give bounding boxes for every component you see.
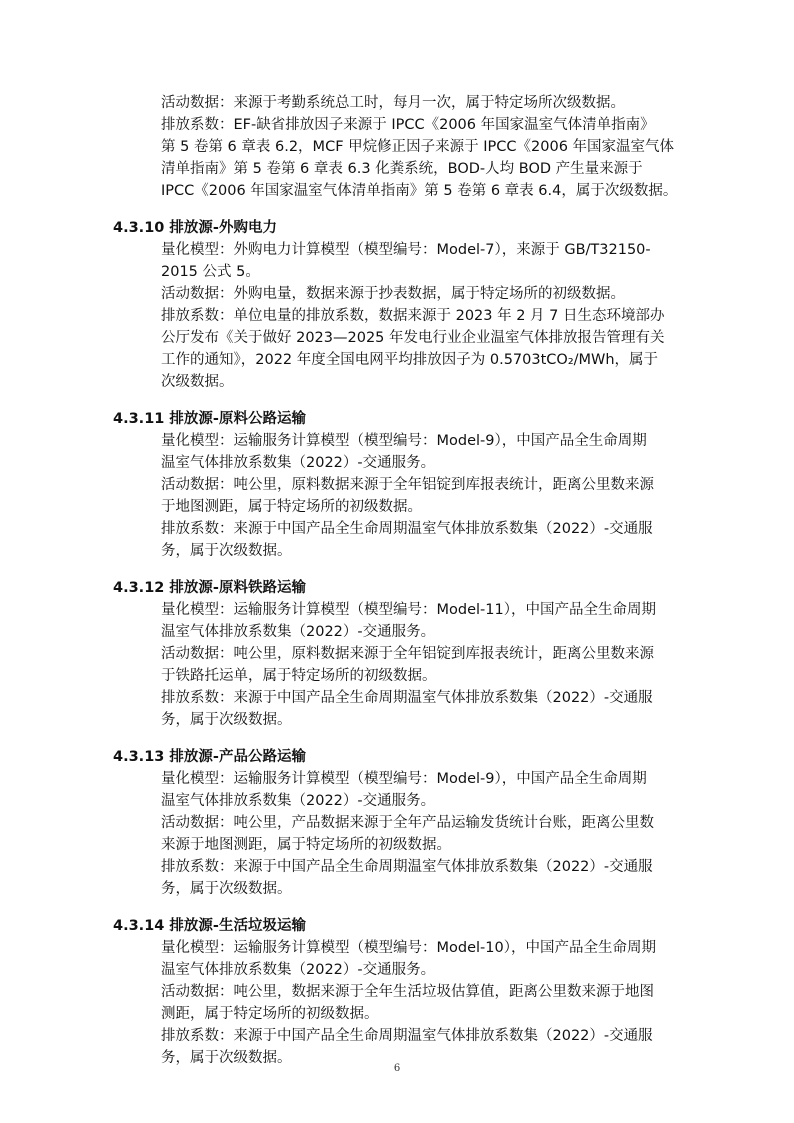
text-line: 量化模型：运输服务计算模型（模型编号：Model-9），中国产品全生命周期 bbox=[161, 433, 647, 449]
text-line: 第 5 卷第 6 章表 6.2，MCF 甲烷修正因子来源于 IPCC《2006 年国家温室气体 bbox=[161, 139, 675, 155]
text-line: 温室气体排放系数集（2022）-交通服务。 bbox=[161, 455, 436, 471]
text-line: 活动数据：吨公里，原料数据来源于全年铝锭到库报表统计，距离公里数来源 bbox=[161, 477, 654, 493]
text-line: 排放系数：来源于中国产品全生命周期温室气体排放系数集（2022）-交通服 bbox=[161, 690, 653, 706]
text-line: 活动数据：外购电量，数据来源于抄表数据，属于特定场所的初级数据。 bbox=[161, 286, 625, 302]
page-number: 6 bbox=[393, 1063, 401, 1074]
text-line: 排放系数：EF-缺省排放因子来源于 IPCC《2006 年国家温室气体清单指南》 bbox=[161, 117, 655, 133]
text-line: 量化模型：运输服务计算模型（模型编号：Model-11），中国产品全生命周期 bbox=[161, 602, 656, 618]
text-line: 排放系数：来源于中国产品全生命周期温室气体排放系数集（2022）-交通服 bbox=[161, 1028, 653, 1044]
text-line: 清单指南》第 5 卷第 6 章表 6.3 化粪系统，BOD-人均 BOD 产生量来源于 bbox=[161, 161, 643, 177]
text-line: 务，属于次级数据。 bbox=[161, 881, 292, 897]
text-line: 量化模型：运输服务计算模型（模型编号：Model-10），中国产品全生命周期 bbox=[161, 940, 656, 956]
text-line: 排放系数：来源于中国产品全生命周期温室气体排放系数集（2022）-交通服 bbox=[161, 859, 653, 875]
section-heading: 4.3.10 排放源-外购电力 bbox=[113, 220, 277, 236]
text-line: 量化模型：外购电力计算模型（模型编号：Model-7），来源于 GB/T32150- bbox=[161, 242, 651, 258]
section-4-3-10 bbox=[113, 217, 721, 393]
section-heading: 4.3.13 排放源-产品公路运输 bbox=[113, 749, 306, 765]
text-line: 排放系数：来源于中国产品全生命周期温室气体排放系数集（2022）-交通服 bbox=[161, 521, 653, 537]
section-4-3-12 bbox=[113, 577, 721, 731]
section-4-3-13 bbox=[113, 746, 721, 900]
text-line: 活动数据：吨公里，原料数据来源于全年铝锭到库报表统计，距离公里数来源 bbox=[161, 646, 654, 662]
text-line: 排放系数：单位电量的排放系数，数据来源于 2023 年 2 月 7 日生态环境部办 bbox=[161, 308, 665, 324]
text-line: 于地图测距，属于特定场所的初级数据。 bbox=[161, 499, 422, 515]
text-line: 温室气体排放系数集（2022）-交通服务。 bbox=[161, 624, 436, 640]
text-line: 来源于地图测距，属于特定场所的初级数据。 bbox=[161, 837, 451, 853]
text-line: 量化模型：运输服务计算模型（模型编号：Model-9），中国产品全生命周期 bbox=[161, 771, 647, 787]
text-line: 次级数据。 bbox=[161, 374, 234, 390]
section-heading: 4.3.11 排放源-原料公路运输 bbox=[113, 411, 306, 427]
text-line: 务，属于次级数据。 bbox=[161, 1050, 292, 1066]
text-line: 活动数据：来源于考勤系统总工时，每月一次，属于特定场所次级数据。 bbox=[161, 95, 625, 111]
page-body bbox=[113, 92, 721, 1069]
text-line: 温室气体排放系数集（2022）-交通服务。 bbox=[161, 962, 436, 978]
text-line: 公厅发布《关于做好 2023—2025 年发电行业企业温室气体排放报告管理有关 bbox=[161, 330, 665, 346]
text-line: 测距，属于特定场所的初级数据。 bbox=[161, 1006, 379, 1022]
text-line: IPCC《2006 年国家温室气体清单指南》第 5 卷第 6 章表 6.4，属于次级数据。 bbox=[161, 183, 678, 199]
text-line: 2015 公式 5。 bbox=[161, 264, 260, 280]
text-line: 务，属于次级数据。 bbox=[161, 712, 292, 728]
section-heading: 4.3.12 排放源-原料铁路运输 bbox=[113, 580, 306, 596]
text-line: 务，属于次级数据。 bbox=[161, 543, 292, 559]
text-line: 工作的通知》，2022 年度全国电网平均排放因子为 0.5703tCO₂/MWh，属于 bbox=[161, 352, 659, 368]
section-4-3-14 bbox=[113, 915, 721, 1069]
text-line: 活动数据：吨公里，产品数据来源于全年产品运输发货统计台账，距离公里数 bbox=[161, 815, 654, 831]
text-line: 活动数据：吨公里，数据来源于全年生活垃圾估算值，距离公里数来源于地图 bbox=[161, 984, 654, 1000]
text-line: 于铁路托运单，属于特定场所的初级数据。 bbox=[161, 668, 437, 684]
intro-paragraph bbox=[161, 92, 721, 202]
text-line: 温室气体排放系数集（2022）-交通服务。 bbox=[161, 793, 436, 809]
section-4-3-11 bbox=[113, 408, 721, 562]
section-heading: 4.3.14 排放源-生活垃圾运输 bbox=[113, 918, 306, 934]
